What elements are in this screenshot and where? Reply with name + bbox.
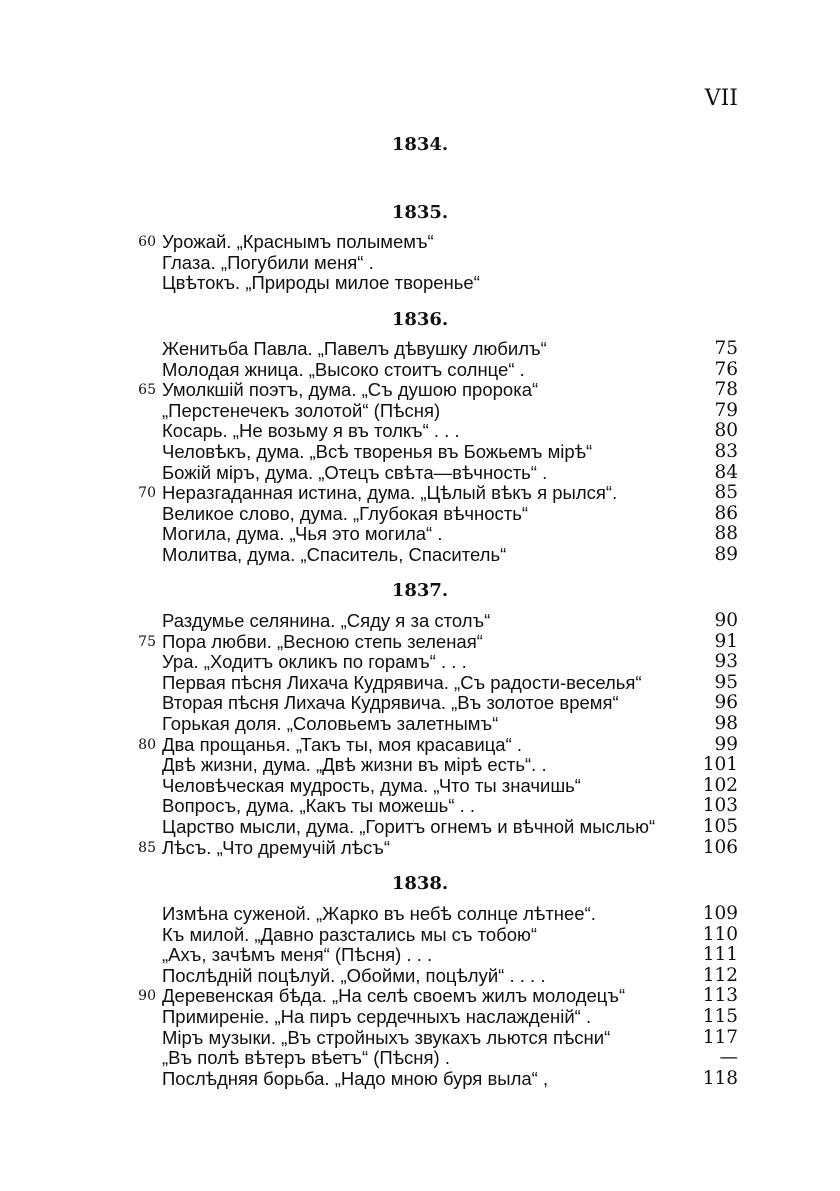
entry-page: 105 [702, 816, 738, 837]
toc-entry [0, 754, 840, 774]
entry-title: Деревенская бѣда. „На селѣ своемъ жилъ молодецъ“ [162, 985, 626, 1007]
entry-page: 101 [702, 754, 738, 776]
line-number: 70 [138, 485, 156, 502]
entry-page: 75 [714, 338, 738, 359]
toc-entry [0, 544, 840, 564]
entry-title: Послѣдняя борьба. „Надо мною буря выла“ , [162, 1067, 549, 1089]
entry-page: 84 [714, 461, 738, 483]
year-heading: 1838. [391, 873, 449, 894]
entry-page: 98 [714, 713, 738, 734]
entry-title: „Въ полѣ вѣтеръ вѣетъ“ (Пѣсня) . [162, 1047, 450, 1069]
entry-title: Ура. „Ходитъ окликъ по горамъ“ . . . [162, 651, 467, 673]
entry-title: Умолкшій поэтъ, дума. „Съ душою пророка“ [162, 379, 539, 401]
entry-page: 109 [702, 903, 738, 924]
line-number: 60 [138, 234, 156, 250]
year-heading: 1834. [391, 134, 449, 155]
toc-entry [0, 523, 840, 543]
toc-entry [0, 795, 840, 815]
toc-entry [0, 420, 840, 440]
entry-page: 96 [714, 692, 738, 714]
entry-title: Послѣдній поцѣлуй. „Обойми, поцѣлуй“ . . . . [162, 964, 546, 986]
toc-entry [0, 837, 840, 857]
entry-page: 80 [714, 420, 738, 442]
entry-page: 117 [702, 1026, 738, 1048]
entry-page: 83 [714, 441, 738, 462]
toc-entry [0, 985, 840, 1005]
entry-page: 113 [702, 985, 738, 1007]
toc-entry [0, 441, 840, 461]
entry-page: 89 [714, 544, 738, 565]
entry-page: 78 [714, 379, 738, 401]
entry-title: Къ милой. „Давно разстались мы съ тобою“ [162, 923, 538, 945]
toc-entry [0, 713, 840, 733]
entry-page: 112 [702, 964, 738, 986]
entry-title: Человѣческая мудрость, дума. „Что ты значишь“ [162, 774, 581, 796]
entry-page: 88 [714, 523, 738, 545]
entry-title: Женитьба Павла. „Павелъ дѣвушку любилъ“ [162, 338, 547, 359]
entry-title: Божій міръ, дума. „Отецъ свѣта—вѣчность“ . [162, 461, 548, 483]
entry-title: Человѣкъ, дума. „Всѣ творенья въ Божьемъ мірѣ“ [162, 441, 593, 462]
entry-page: 110 [702, 923, 738, 945]
entry-title: Молодая жница. „Высоко стоитъ солнце“ . [162, 358, 525, 380]
entry-title: Царство мысли, дума. „Горитъ огнемъ и вѣчной мыслью“ [162, 816, 656, 837]
toc-entry [0, 231, 840, 251]
year-heading: 1837. [391, 580, 449, 601]
line-number: 85 [138, 839, 156, 856]
toc-entry [0, 692, 840, 712]
toc-entry [0, 359, 840, 379]
line-number: 90 [138, 988, 156, 1005]
entry-title: Два прощанья. „Такъ ты, моя красавица“ . [162, 733, 523, 755]
entry-title: Молитва, дума. „Спаситель, Спаситель“ [162, 544, 507, 565]
entry-title: Цвѣтокъ. „Природы милое творенье“ [162, 272, 480, 294]
entry-title: Примиреніе. „На пиръ сердечныхъ наслажденій“ . [162, 1006, 592, 1027]
toc-entry [0, 816, 840, 836]
entry-title: Измѣна суженой. „Жарко въ небѣ солнце лѣтнее“. [162, 903, 596, 924]
toc-entry [0, 400, 840, 420]
entry-page: 86 [714, 502, 738, 524]
entry-title: „Перстенечекъ золотой“ (Пѣсня) [162, 399, 441, 421]
entry-page: — [719, 1047, 738, 1069]
entry-page: 118 [702, 1067, 738, 1089]
entry-title: Урожай. „Краснымъ полымемъ“ [162, 231, 434, 252]
entry-page: 76 [714, 358, 738, 380]
entry-title: Пора любви. „Весною степь зеленая“ [162, 630, 483, 652]
toc-entry [0, 672, 840, 692]
entry-page: 93 [714, 651, 738, 673]
toc-entry [0, 338, 840, 358]
toc-entry [0, 734, 840, 754]
entry-page: 115 [702, 1006, 738, 1027]
entry-title: Міръ музыки. „Въ стройныхъ звукахъ льются пѣсни“ [162, 1026, 611, 1048]
entry-page: 99 [714, 733, 738, 755]
entry-page: 106 [702, 836, 738, 858]
entry-page: 95 [714, 671, 738, 693]
entry-title: Косарь. „Не возьму я въ толкъ“ . . . [162, 420, 460, 442]
entry-page: 103 [702, 795, 738, 817]
toc-entry [0, 1047, 840, 1067]
toc-entry [0, 503, 840, 523]
entry-title: Раздумье селянина. „Сяду я за столъ“ [162, 610, 491, 631]
line-number: 65 [138, 382, 156, 399]
toc-entry [0, 462, 840, 482]
entry-page: 90 [714, 610, 738, 631]
toc-entry [0, 272, 840, 292]
toc-entry [0, 651, 840, 671]
entry-title: Вопросъ, дума. „Какъ ты можешь“ . . [162, 795, 476, 817]
entry-page: 85 [714, 482, 738, 504]
page-number: VII [704, 86, 738, 111]
entry-title: Могила, дума. „Чья это могила“ . [162, 523, 443, 545]
entry-title: Лѣсъ. „Что дремучій лѣсъ“ [162, 836, 391, 858]
entry-page: 111 [702, 944, 738, 966]
toc-entry [0, 379, 840, 399]
entry-title: Великое слово, дума. „Глубокая вѣчность“ [162, 502, 529, 524]
toc-entry [0, 252, 840, 272]
entry-title: Неразгаданная истина, дума. „Цѣлый вѣкъ я рылся“. [162, 482, 618, 504]
entry-title: Двѣ жизни, дума. „Двѣ жизни въ мірѣ есть“. . [162, 754, 547, 776]
toc-entry [0, 1027, 840, 1047]
toc-entry [0, 775, 840, 795]
toc-entry [0, 903, 840, 923]
year-heading: 1836. [391, 309, 449, 330]
entry-title: Глаза. „Погубили меня“ . [162, 251, 374, 273]
toc-entry [0, 1068, 840, 1088]
entry-page: 91 [714, 630, 738, 652]
toc-entry [0, 924, 840, 944]
line-number: 80 [138, 736, 156, 753]
entry-title: „Ахъ, зачѣмъ меня“ (Пѣсня) . . . [162, 944, 433, 966]
toc-entry [0, 631, 840, 651]
entry-title: Горькая доля. „Соловьемъ залетнымъ“ [162, 713, 499, 734]
year-heading: 1835. [391, 202, 449, 223]
entry-page: 102 [702, 774, 738, 796]
line-number: 75 [138, 633, 156, 650]
toc-entry [0, 610, 840, 630]
entry-title: Первая пѣсня Лихача Кудрявича. „Съ радости-веселья“ [162, 671, 642, 693]
toc-entry [0, 482, 840, 502]
entry-page: 79 [714, 399, 738, 421]
toc-entry [0, 944, 840, 964]
toc-entry [0, 965, 840, 985]
toc-entry [0, 1006, 840, 1026]
entry-title: Вторая пѣсня Лихача Кудрявича. „Въ золотое время“ [162, 692, 619, 714]
